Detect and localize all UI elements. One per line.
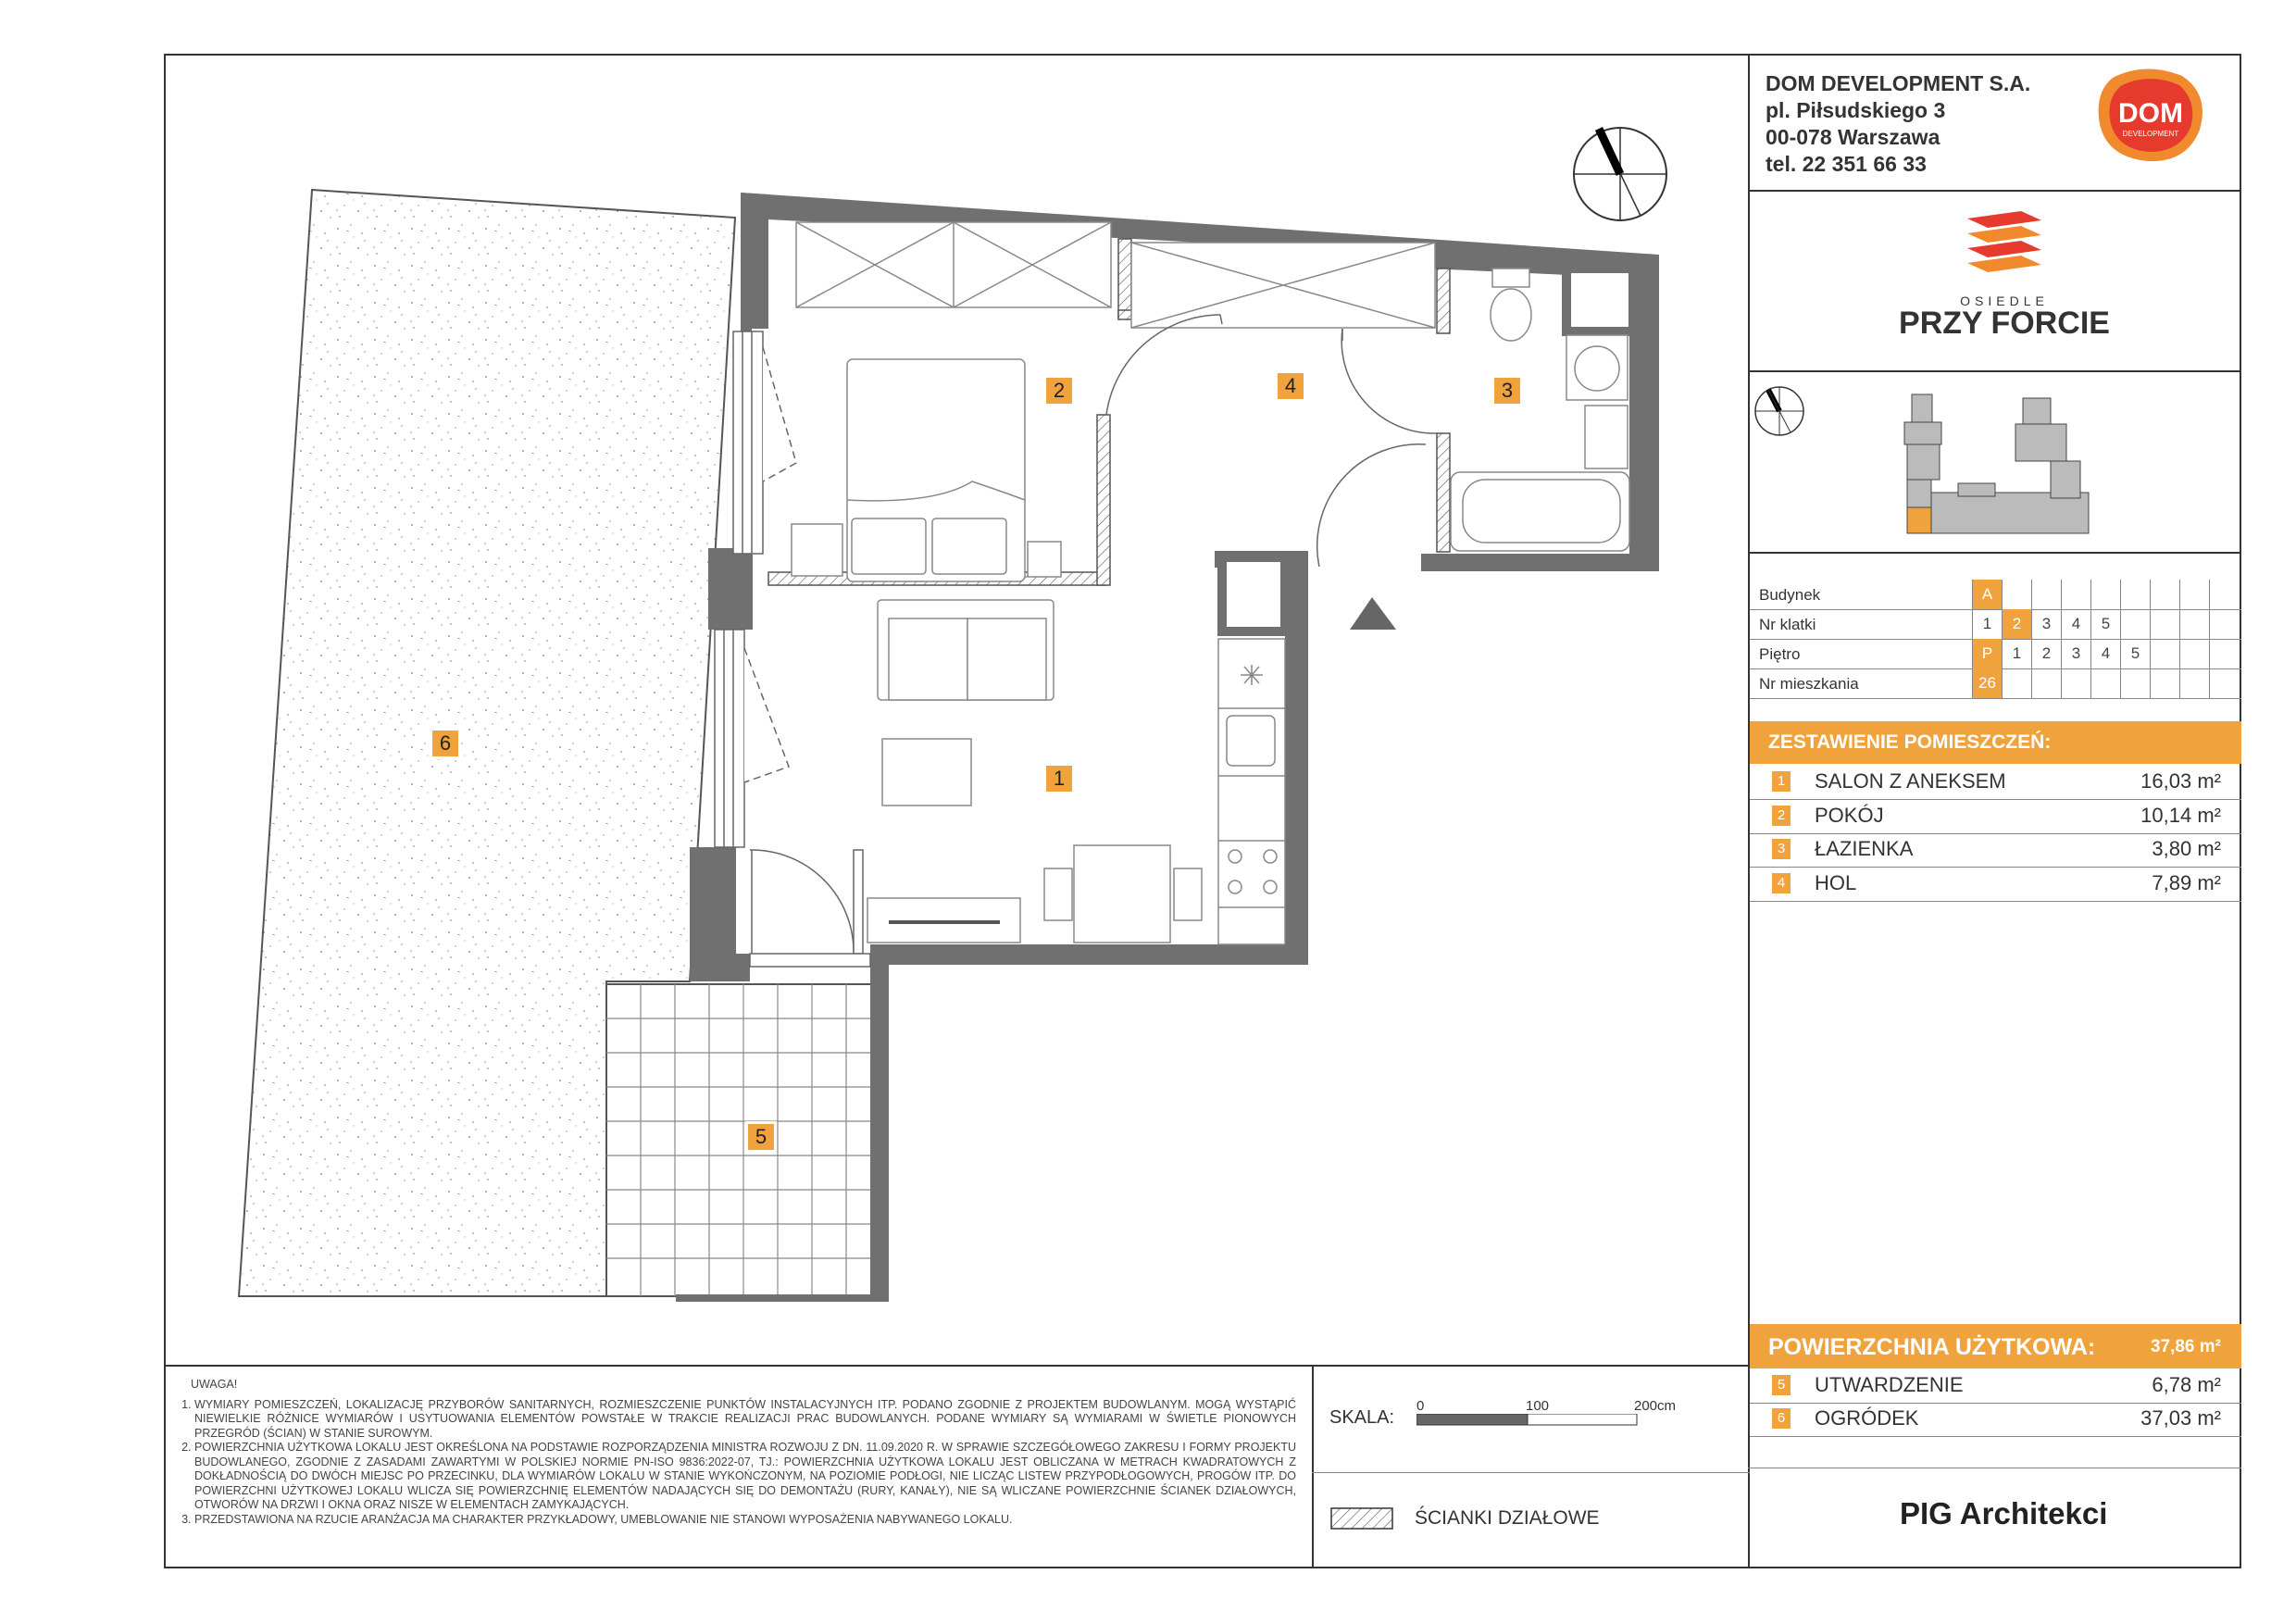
apartment-label: Nr mieszkania <box>1759 675 1859 693</box>
company-phone: tel. 22 351 66 33 <box>1766 152 1927 176</box>
extra-area: 6,78 m² <box>2152 1373 2221 1396</box>
empty-cell <box>2002 580 2031 609</box>
empty-cell <box>2150 580 2179 609</box>
room-area: 7,89 m² <box>2152 871 2221 894</box>
panel-divider <box>1748 370 2241 372</box>
floor-cell: 1 <box>2002 639 2031 668</box>
floor-cell: 2 <box>2031 639 2061 668</box>
building-label: Budynek <box>1759 586 1821 604</box>
footer-divider <box>164 1365 1750 1367</box>
compass <box>1574 128 1666 220</box>
terrace-area <box>606 984 880 1296</box>
empty-cell <box>2209 639 2239 668</box>
scale-tick: 0 <box>1416 1398 1425 1414</box>
company-name: DOM DEVELOPMENT S.A. <box>1766 71 2031 95</box>
empty-cell <box>2090 668 2120 698</box>
usable-area-value: 37,86 m² <box>2150 1337 2221 1356</box>
floor-label: Piętro <box>1759 645 1801 663</box>
scale-tick: 200cm <box>1634 1398 1677 1414</box>
floor-cell: 4 <box>2090 639 2120 668</box>
partition-legend-swatch <box>1330 1507 1395 1531</box>
extra-row <box>1750 1403 2241 1437</box>
dom-development-logo <box>2094 67 2207 165</box>
room-row <box>1750 800 2241 834</box>
empty-cell <box>2209 668 2239 698</box>
empty-cell <box>2031 668 2061 698</box>
kitchen <box>1218 639 1285 944</box>
plan-label-room-2: 2 <box>1046 378 1072 404</box>
empty-cell <box>2150 639 2179 668</box>
shaft <box>1222 557 1285 631</box>
panel-divider <box>1748 190 2241 192</box>
empty-cell <box>2120 609 2150 639</box>
room-name: SALON Z ANEKSEM <box>1815 769 2006 793</box>
empty-cell <box>2179 580 2209 609</box>
empty-cell <box>2090 580 2120 609</box>
note-item: 1. WYMIARY POMIESZCZEŃ, LOKALIZACJĘ PRZYBORÓW SANITARNYCH, ROZMIESZCZENIE PUNKTÓW INSTALACYJNYCH ITP. PODANO ZGODNIE Z PROJEKTEM BUDOWLANYM. MOGĄ WYSTĄPIĆ NIEWIELKIE RÓŻNICE WYMIARÓW I USYTUOWANIA ELEMENTÓW POWSTAŁE W TRAKCIE REALIZACJI PRAC BUDOWLANYCH. PODANE WYMIARY SĄ WYMIARAMI W ŚWIETLE PIONOWYCH PRZEGRÓD (ŚCIAN) W STANIE SUROWYM. <box>194 1398 1296 1442</box>
plan-label-terrace: 5 <box>748 1124 774 1150</box>
estate-name: PRZY FORCIE <box>1899 306 2110 341</box>
entrance-marker <box>1350 597 1396 630</box>
room-row <box>1750 833 2241 868</box>
architect-name: PIG Architekci <box>1900 1496 2108 1530</box>
panel-divider <box>1748 552 2241 554</box>
extra-number: 5 <box>1772 1375 1791 1395</box>
room-number: 4 <box>1772 873 1791 893</box>
room-number: 2 <box>1772 806 1791 826</box>
extra-area: 37,03 m² <box>2140 1406 2221 1430</box>
extra-number: 6 <box>1772 1408 1791 1429</box>
plan-label-room-3: 3 <box>1494 378 1520 404</box>
estate-logo-icon <box>1967 211 2041 280</box>
info-row-apartment <box>1750 668 2241 699</box>
room-row <box>1750 766 2241 800</box>
note-item: 3. PRZEDSTAWIONA NA RZUCIE ARANŻACJA MA CHARAKTER PRZYKŁADOWY, UMEBLOWANIE NIE STANOWI WYPOSAŻENIA NABYWANEGO LOKALU. <box>194 1513 1296 1528</box>
plan-label-room-1: 1 <box>1046 766 1072 792</box>
room-row <box>1750 868 2241 902</box>
notes-block <box>176 1378 1296 1527</box>
scale-label: SKALA: <box>1329 1407 1395 1428</box>
staircase-cell: 1 <box>1972 609 2002 639</box>
rooms-heading: ZESTAWIENIE POMIESZCZEŃ: <box>1768 731 2052 753</box>
empty-cell <box>2209 609 2239 639</box>
building-cell: A <box>1972 580 2002 609</box>
note-item: 2. POWIERZCHNIA UŻYTKOWA LOKALU JEST OKREŚLONA NA PODSTAWIE ROZPORZĄDZENIA MINISTRA ROZWOJU Z DN. 11.09.2020 R. W SPRAWIE SZCZEGÓŁOWEGO ZAKRESU I FORMY PROJEKTU BUDOWLANEGO, ZGODNIE Z ZASADAMI ZAWARTYMI W POLSKIEJ NORMIE PN-ISO 9836:2022-07, TJ.: POWIERZCHNIA UŻYTKOWA LOKALU JEST OBLICZANA W METRACH KWADRATOWYCH Z DOKŁADNOŚCIĄ DO DWÓCH MIEJSC PO PRZECINKU, DLA WYMIARÓW LOKALU W STANIE WYKOŃCZONYM, NA POZIOMIE PODŁOGI, NIE LICZĄC LISTEW PRZYPODŁOGOWYCH, PROGÓW ITP. DO POWIERZCHNI UŻYTKOWEJ LOKALU WLICZA SIĘ POWIERZCHNIĘ ELEMENTÓW NADAJĄCYCH SIĘ DO DEMONTAŻU (RURY, KANAŁY), NIE SĄ WLICZANE POWIERZCHNIE ŚCIANEK DZIAŁOWYCH, OTWORÓW NA DRZWI I OKNA ORAZ NISZE W ELEMENTACH ZAMYKAJĄCYCH. <box>194 1441 1296 1513</box>
empty-cell <box>2179 609 2209 639</box>
sofa <box>878 600 1054 700</box>
empty-cell <box>2120 580 2150 609</box>
info-row-staircase <box>1750 609 2241 640</box>
logo-text-bottom: DEVELOPMENT <box>2122 130 2179 138</box>
room-area: 16,03 m² <box>2140 769 2221 793</box>
partition-legend-label: ŚCIANKI DZIAŁOWE <box>1415 1507 1600 1529</box>
extra-row <box>1750 1369 2241 1404</box>
footer-divider <box>1312 1365 1314 1568</box>
staircase-cell: 5 <box>2090 609 2120 639</box>
company-address <box>1766 70 2030 178</box>
empty-cell <box>2002 668 2031 698</box>
room-area: 3,80 m² <box>2152 837 2221 860</box>
shaft <box>1566 269 1633 331</box>
room-name: ŁAZIENKA <box>1815 837 1914 860</box>
usable-area-bar <box>1750 1324 2241 1368</box>
floor-cell-selected: P <box>1972 639 2002 668</box>
empty-cell <box>2120 668 2150 698</box>
room-number: 3 <box>1772 839 1791 859</box>
staircase-cell: 3 <box>2031 609 2061 639</box>
apartment-cell: 26 <box>1972 668 2002 698</box>
scale-bar <box>1416 1414 1639 1427</box>
empty-cell <box>2150 668 2179 698</box>
company-city: 00-078 Warszawa <box>1766 125 1940 149</box>
empty-cell <box>2179 668 2209 698</box>
plan-label-garden: 6 <box>432 731 458 756</box>
floor-cell: 5 <box>2120 639 2150 668</box>
scale-tick: 100 <box>1526 1398 1550 1414</box>
empty-cell <box>2209 580 2239 609</box>
empty-cell <box>2031 580 2061 609</box>
extra-name: UTWARDZENIE <box>1815 1373 1964 1396</box>
empty-cell <box>2150 609 2179 639</box>
info-row-floor <box>1750 639 2241 669</box>
room-area: 10,14 m² <box>2140 804 2221 827</box>
key-plan <box>1754 381 2245 548</box>
estate-overline: OSIEDLE <box>1960 294 2049 308</box>
empty-cell <box>2061 668 2090 698</box>
staircase-cell: 4 <box>2061 609 2090 639</box>
extra-name: OGRÓDEK <box>1815 1406 1919 1430</box>
rooms-heading-bar <box>1750 721 2241 764</box>
company-street: pl. Piłsudskiego 3 <box>1766 98 1946 122</box>
footer-divider <box>1312 1472 1750 1473</box>
logo-text-top: DOM <box>2118 98 2183 129</box>
floor-cell: 3 <box>2061 639 2090 668</box>
staircase-cell-selected: 2 <box>2002 609 2031 639</box>
empty-cell <box>2179 639 2209 668</box>
info-row-building <box>1750 580 2241 610</box>
empty-cell <box>2061 580 2090 609</box>
notes-title: UWAGA! <box>191 1378 238 1391</box>
plan-label-room-4: 4 <box>1278 373 1304 399</box>
room-number: 1 <box>1772 771 1791 792</box>
room-name: HOL <box>1815 871 1857 894</box>
staircase-label: Nr klatki <box>1759 616 1816 633</box>
room-name: POKÓJ <box>1815 804 1884 827</box>
usable-area-label: POWIERZCHNIA UŻYTKOWA: <box>1768 1334 2096 1360</box>
